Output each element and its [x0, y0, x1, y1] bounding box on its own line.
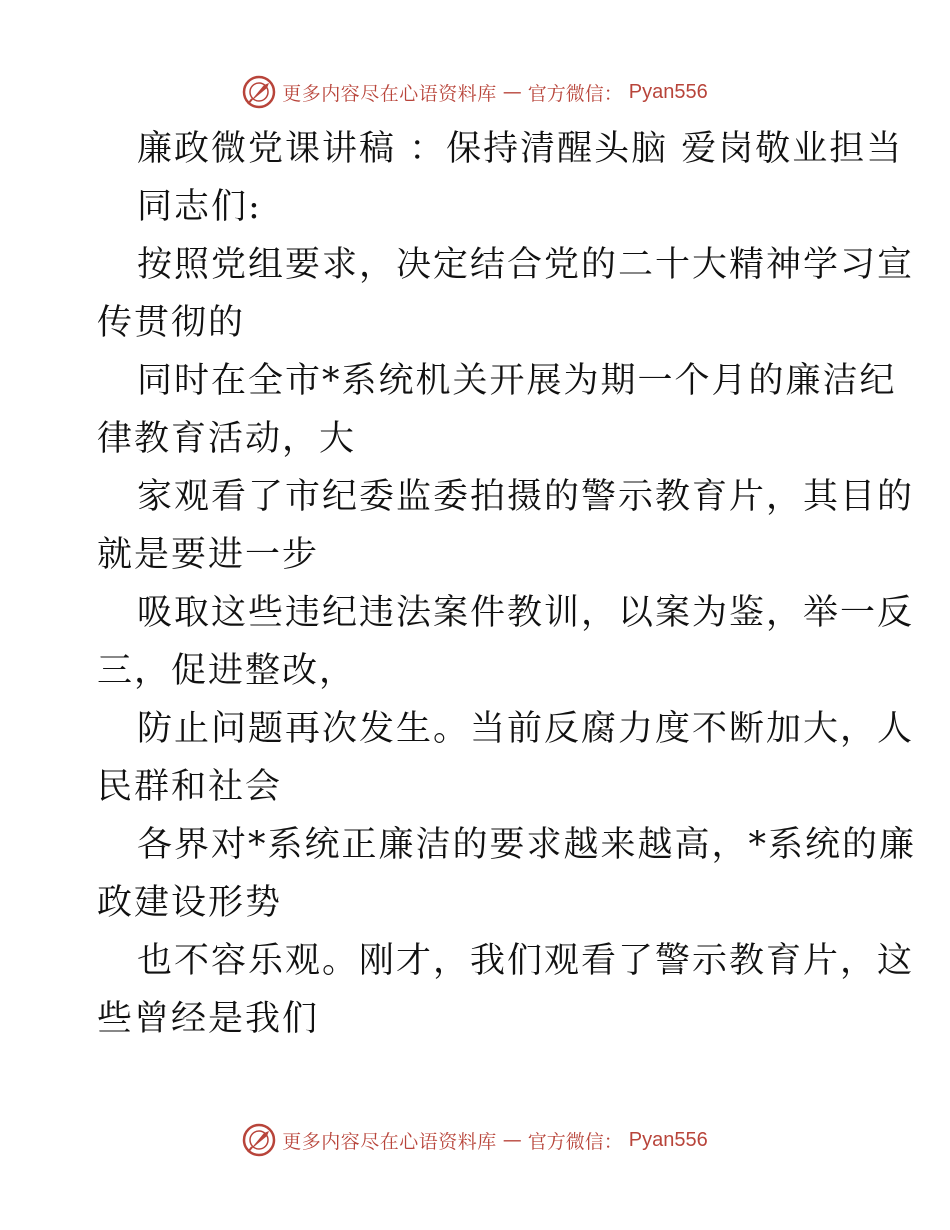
document-line: 吸取这些违纪违法案件教训，以案为鉴，举一反	[137, 593, 915, 633]
quill-pen-logo-icon	[242, 75, 276, 109]
document-line: 律教育活动，大	[97, 419, 357, 459]
document-line: 就是要进一步	[97, 535, 320, 575]
document-body	[97, 120, 917, 1048]
document-line: 同时在全市*系统机关开展为期一个月的廉洁纪	[137, 361, 897, 401]
document-line: 政建设形势	[97, 883, 283, 923]
header-watermark	[0, 72, 950, 112]
document-line: 也不容乐观。刚才，我们观看了警示教育片，这	[137, 941, 915, 981]
watermark-site-text: 更多内容尽在心语资料库	[282, 82, 497, 105]
document-line: 传贯彻的	[97, 303, 246, 343]
document-line: 各界对*系统正廉洁的要求越来越高，*系统的廉	[137, 825, 917, 865]
watermark-wechat-id: Pyan556	[628, 1128, 708, 1151]
watermark-dash: —	[502, 81, 522, 103]
watermark-wechat-id: Pyan556	[628, 80, 708, 103]
quill-pen-logo-icon	[242, 1123, 276, 1157]
watermark-dash: —	[502, 1129, 522, 1151]
document-line: 民群和社会	[97, 767, 283, 807]
document-line: 三，促进整改，	[97, 651, 357, 691]
document-line: 同志们:	[137, 187, 262, 227]
document-title: 廉政微党课讲稿 ：保持清醒头脑 爱岗敬业担当	[137, 129, 904, 169]
document-line: 些曾经是我们	[97, 999, 320, 1039]
watermark-wechat-label: 官方微信：	[527, 82, 623, 105]
document-line: 家观看了市纪委监委拍摄的警示教育片，其目的	[137, 477, 915, 517]
watermark-site-text: 更多内容尽在心语资料库	[282, 1130, 497, 1153]
document-line: 防止问题再次发生。当前反腐力度不断加大，人	[137, 709, 915, 749]
document-line: 按照党组要求，决定结合党的二十大精神学习宣	[137, 245, 915, 285]
watermark-wechat-label: 官方微信：	[527, 1130, 623, 1153]
footer-watermark	[0, 1120, 950, 1160]
